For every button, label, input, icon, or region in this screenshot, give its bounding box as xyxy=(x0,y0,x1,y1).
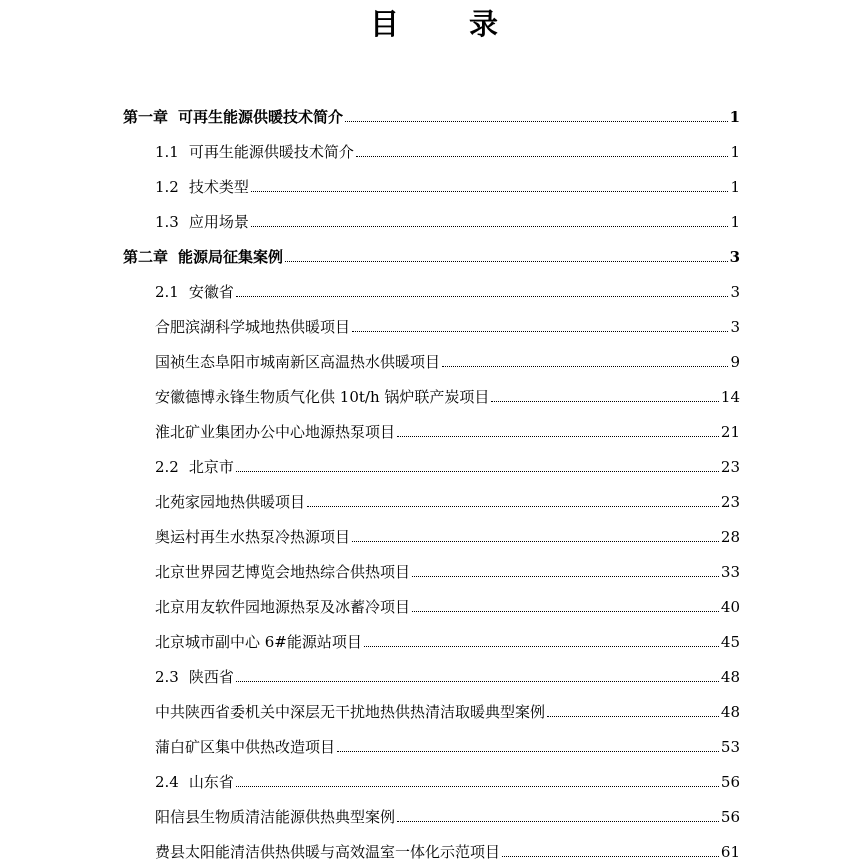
toc-leader-dots xyxy=(236,681,719,682)
toc-leader-dots xyxy=(307,506,719,507)
toc-entry-item[interactable] xyxy=(123,826,740,861)
toc-leader-dots xyxy=(236,786,719,787)
page-title: 目 录 xyxy=(369,7,529,41)
toc-entry-text: 应用场景 xyxy=(188,213,249,231)
toc-entry-label xyxy=(155,423,395,441)
toc-entry-section[interactable] xyxy=(123,196,740,231)
toc-entry-text: 能源局征集案例 xyxy=(178,248,284,266)
toc-page-number: 56 xyxy=(720,808,740,826)
toc-page-number: 23 xyxy=(720,458,740,476)
toc-entry-text: 蒲白矿区集中供热改造项目 xyxy=(155,738,336,756)
toc-entry-item[interactable] xyxy=(123,511,740,546)
toc-entry-item[interactable] xyxy=(123,371,740,406)
toc-entry-label xyxy=(155,283,234,301)
toc-entry-section[interactable] xyxy=(123,161,740,196)
toc-page-number: 61 xyxy=(720,843,740,861)
toc-leader-dots xyxy=(364,646,719,647)
toc-leader-dots xyxy=(397,821,719,822)
toc-page-number: 1 xyxy=(730,143,740,161)
toc-entry-label xyxy=(155,773,234,791)
table-of-contents xyxy=(123,91,740,861)
toc-entry-text: 淮北矿业集团办公中心地源热泵项目 xyxy=(155,423,396,441)
toc-leader-dots xyxy=(251,226,729,227)
toc-entry-section[interactable] xyxy=(123,756,740,791)
toc-page-number: 3 xyxy=(729,248,740,266)
toc-leader-dots xyxy=(236,296,729,297)
toc-entry-text: 安徽德博永锋生物质气化供 10t/h 锅炉联产炭项目 xyxy=(155,388,490,406)
toc-entry-number: 第一章 xyxy=(123,108,169,126)
toc-leader-dots xyxy=(491,401,719,402)
toc-entry-label xyxy=(155,353,440,371)
toc-entry-label xyxy=(155,633,362,651)
toc-entry-number: 2.3 xyxy=(155,668,179,686)
toc-page-number: 40 xyxy=(720,598,740,616)
toc-entry-label xyxy=(155,808,395,826)
toc-entry-chapter[interactable] xyxy=(123,91,740,126)
toc-entry-label xyxy=(155,738,335,756)
toc-entry-label xyxy=(155,458,234,476)
toc-entry-item[interactable] xyxy=(123,336,740,371)
toc-entry-label xyxy=(155,388,489,406)
toc-page-number: 33 xyxy=(720,563,740,581)
toc-page-number: 9 xyxy=(730,353,740,371)
toc-entry-text: 国祯生态阜阳市城南新区高温热水供暖项目 xyxy=(155,353,441,371)
toc-entry-section[interactable] xyxy=(123,651,740,686)
toc-entry-number: 2.1 xyxy=(155,283,179,301)
toc-entry-section[interactable] xyxy=(123,266,740,301)
toc-entry-number: 1.3 xyxy=(155,213,179,231)
toc-entry-text: 技术类型 xyxy=(188,178,249,196)
toc-entry-section[interactable] xyxy=(123,441,740,476)
toc-leader-dots xyxy=(236,471,719,472)
toc-entry-number: 1.2 xyxy=(155,178,179,196)
toc-leader-dots xyxy=(337,751,719,752)
toc-leader-dots xyxy=(547,716,719,717)
toc-leader-dots xyxy=(352,541,719,542)
toc-entry-text: 奥运村再生水热泵冷热源项目 xyxy=(155,528,351,546)
toc-page-number: 45 xyxy=(720,633,740,651)
toc-entry-item[interactable] xyxy=(123,476,740,511)
toc-leader-dots xyxy=(442,366,728,367)
toc-entry-text: 北苑家园地热供暖项目 xyxy=(155,493,306,511)
toc-entry-text: 合肥滨湖科学城地热供暖项目 xyxy=(155,318,351,336)
toc-entry-section[interactable] xyxy=(123,126,740,161)
toc-page-number: 14 xyxy=(720,388,740,406)
toc-entry-text: 陕西省 xyxy=(188,668,234,686)
toc-entry-label xyxy=(155,178,249,196)
toc-leader-dots xyxy=(345,121,728,122)
toc-entry-item[interactable] xyxy=(123,686,740,721)
toc-entry-item[interactable] xyxy=(123,616,740,651)
toc-page-number: 48 xyxy=(720,703,740,721)
toc-entry-label xyxy=(155,598,410,616)
toc-page-number: 53 xyxy=(720,738,740,756)
toc-entry-item[interactable] xyxy=(123,301,740,336)
toc-leader-dots xyxy=(502,856,719,857)
toc-leader-dots xyxy=(251,191,729,192)
toc-entry-number: 2.2 xyxy=(155,458,179,476)
toc-page-number: 28 xyxy=(720,528,740,546)
toc-entry-text: 可再生能源供暖技术简介 xyxy=(188,143,354,161)
toc-entry-text: 阳信县生物质清洁能源供热典型案例 xyxy=(155,808,396,826)
toc-entry-number: 2.4 xyxy=(155,773,179,791)
toc-entry-text: 中共陕西省委机关中深层无干扰地热供热清洁取暖典型案例 xyxy=(155,703,546,721)
toc-entry-item[interactable] xyxy=(123,581,740,616)
toc-leader-dots xyxy=(285,261,728,262)
toc-entry-label xyxy=(155,528,350,546)
toc-entry-label xyxy=(155,213,249,231)
toc-entry-item[interactable] xyxy=(123,546,740,581)
toc-leader-dots xyxy=(412,611,719,612)
toc-entry-label xyxy=(155,143,354,161)
toc-entry-text: 可再生能源供暖技术简介 xyxy=(178,108,344,126)
toc-entry-text: 安徽省 xyxy=(188,283,234,301)
toc-entry-text: 北京市 xyxy=(188,458,234,476)
toc-entry-label xyxy=(155,668,234,686)
toc-entry-label xyxy=(123,248,283,266)
toc-page-number: 48 xyxy=(720,668,740,686)
toc-entry-item[interactable] xyxy=(123,406,740,441)
toc-entry-label xyxy=(123,108,343,126)
toc-entry-text: 北京用友软件园地源热泵及冰蓄冷项目 xyxy=(155,598,411,616)
toc-page-number: 1 xyxy=(730,178,740,196)
toc-entry-label xyxy=(155,493,305,511)
toc-page-number: 21 xyxy=(720,423,740,441)
toc-page-number: 1 xyxy=(730,213,740,231)
toc-page-number: 1 xyxy=(729,108,740,126)
toc-leader-dots xyxy=(412,576,719,577)
toc-leader-dots xyxy=(397,436,719,437)
toc-page-number: 56 xyxy=(720,773,740,791)
toc-entry-item[interactable] xyxy=(123,721,740,756)
toc-page-number: 3 xyxy=(730,283,740,301)
toc-entry-number: 1.1 xyxy=(155,143,179,161)
toc-entry-label xyxy=(155,318,350,336)
toc-page-number: 3 xyxy=(730,318,740,336)
toc-entry-label xyxy=(155,703,545,721)
toc-entry-chapter[interactable] xyxy=(123,231,740,266)
toc-entry-item[interactable] xyxy=(123,791,740,826)
toc-entry-text: 北京世界园艺博览会地热综合供热项目 xyxy=(155,563,411,581)
toc-leader-dots xyxy=(352,331,728,332)
toc-entry-label xyxy=(155,843,500,861)
toc-entry-text: 北京城市副中心 6#能源站项目 xyxy=(155,633,362,651)
toc-entry-text: 费县太阳能清洁供热供暖与高效温室一体化示范项目 xyxy=(155,843,501,861)
toc-entry-label xyxy=(155,563,410,581)
toc-entry-text: 山东省 xyxy=(188,773,234,791)
toc-entry-number: 第二章 xyxy=(123,248,169,266)
toc-leader-dots xyxy=(356,156,729,157)
toc-page-number: 23 xyxy=(720,493,740,511)
